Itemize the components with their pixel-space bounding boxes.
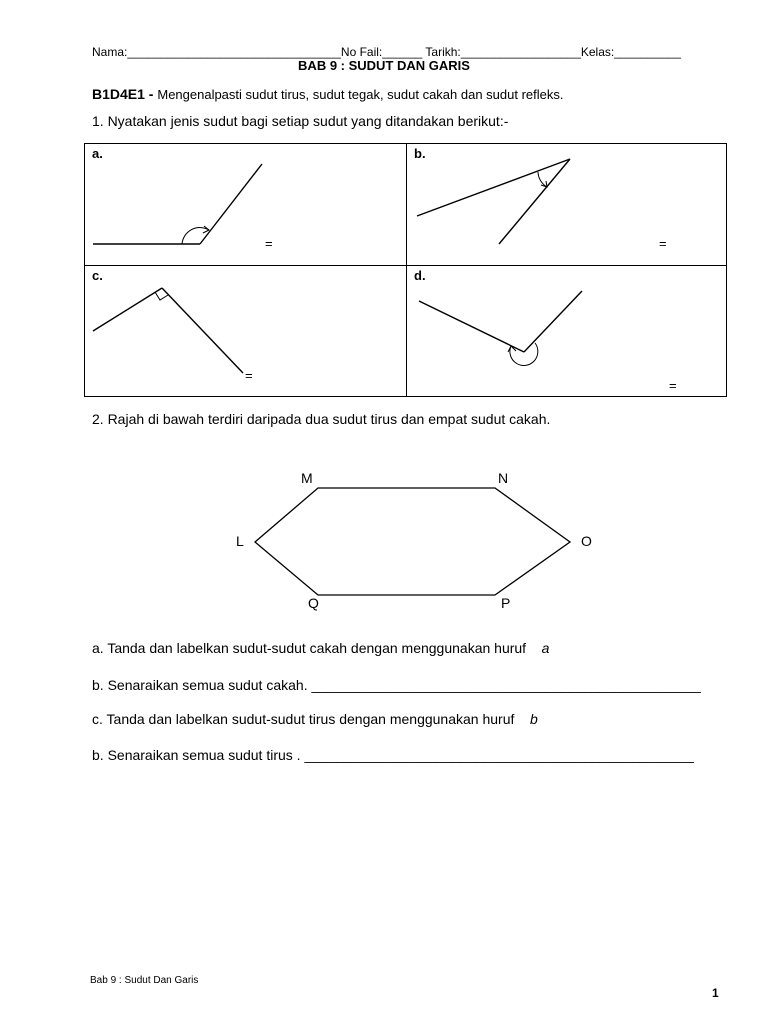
letter-a: a (541, 640, 550, 656)
question-2-text: 2. Rajah di bawah terdiri daripada dua sudut tirus dan empat sudut cakah. (92, 411, 551, 427)
vertex-label-n: N (498, 470, 509, 486)
question-2b: b. Senaraikan semua sudut cakah. __________________________________________________ (92, 677, 701, 693)
hexagon-diagram (225, 465, 605, 615)
question-2c-text: c. Tanda dan labelkan sudut-sudut tirus dengan menggunakan huruf (92, 711, 515, 727)
vertex-label-q: Q (308, 595, 319, 611)
angle-cell-b (407, 144, 726, 266)
question-2d: b. Senaraikan semua sudut tirus . __________________________________________________ (92, 747, 694, 763)
question-2c (92, 711, 538, 727)
question-2a (92, 640, 549, 656)
angle-table (84, 143, 727, 397)
cell-label: d. (414, 268, 426, 283)
angle-a-figure (85, 144, 407, 266)
vertex-label-p: P (501, 595, 511, 611)
letter-b: b (529, 711, 538, 727)
angle-cell-c (85, 266, 407, 396)
angle-b-figure (407, 144, 726, 266)
angle-cell-d (407, 266, 726, 396)
answer-blank: = (245, 368, 253, 383)
page-title: BAB 9 : SUDUT DAN GARIS (298, 58, 470, 73)
question-2a-text: a. Tanda dan labelkan sudut-sudut cakah dengan menggunakan huruf (92, 640, 527, 656)
answer-blank: = (265, 236, 273, 251)
vertex-label-m: M (301, 470, 313, 486)
cell-label: b. (414, 146, 426, 161)
angle-cell-a (85, 144, 407, 266)
vertex-label-o: O (581, 533, 592, 549)
question-1-text: 1. Nyatakan jenis sudut bagi setiap sudut yang ditandakan berikut:- (92, 113, 509, 129)
answer-blank: = (669, 378, 677, 393)
answer-blank: = (659, 236, 667, 251)
header-fields: Nama:________________________________No Fail:______ Tarikh:__________________Kelas:__________ (92, 45, 681, 59)
vertex-label-l: L (236, 533, 244, 549)
objective-description: Mengenalpasti sudut tirus, sudut tegak, sudut cakah dan sudut refleks. (157, 87, 564, 102)
objective-code: B1D4E1 - (92, 86, 154, 102)
cell-label: c. (92, 268, 103, 283)
footer-text: Bab 9 : Sudut Dan Garis (90, 975, 199, 986)
angle-d-figure (407, 266, 726, 396)
page-number: 1 (712, 986, 719, 1000)
hexagon-shape (225, 465, 605, 615)
learning-objective (92, 86, 564, 102)
cell-label: a. (92, 146, 103, 161)
